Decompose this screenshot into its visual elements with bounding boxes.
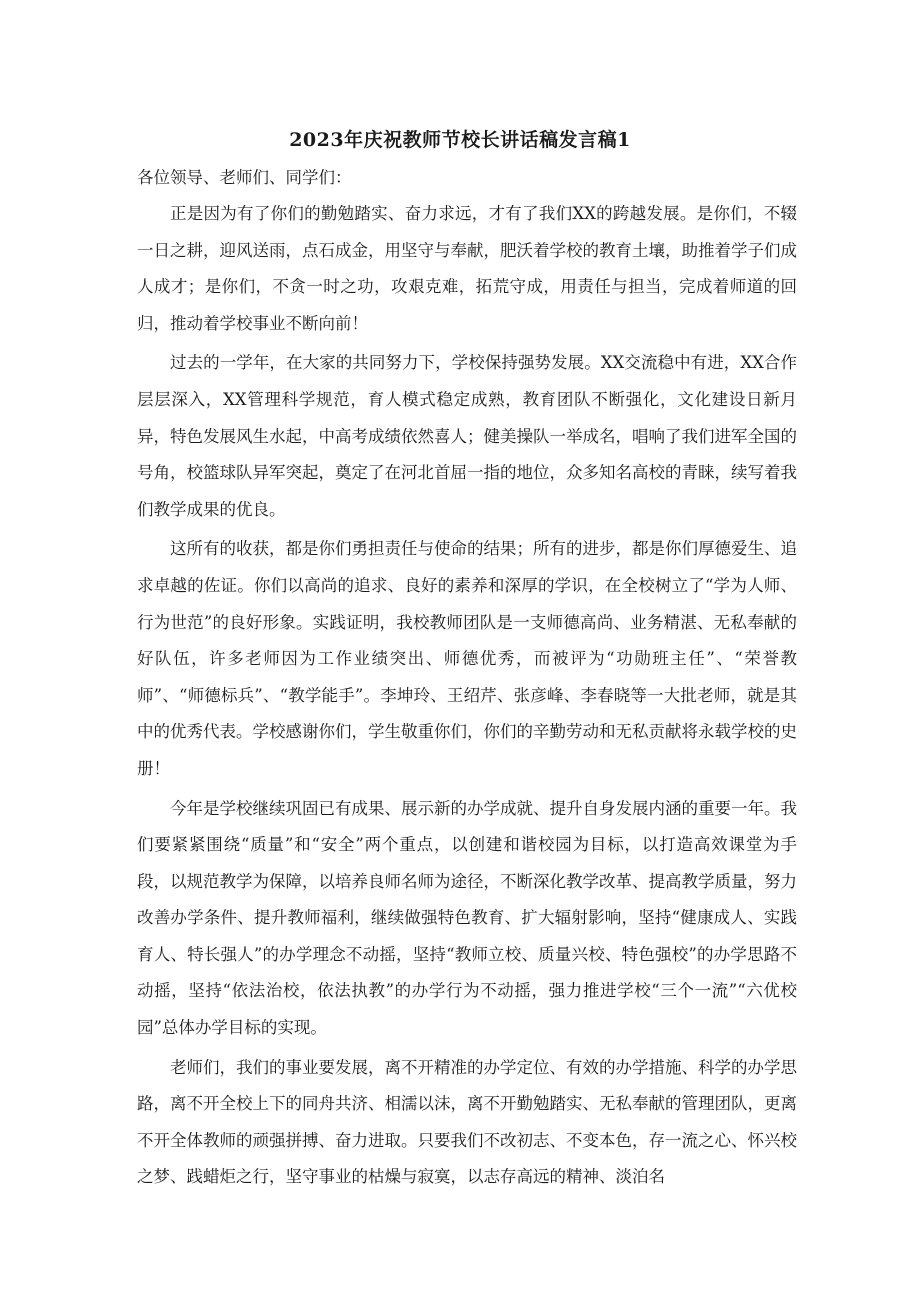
salutation: 各位领导、老师们、同学们：: [137, 168, 352, 187]
body-text: [137, 196, 797, 1196]
paragraph: 老师们，我们的事业要发展，离不开精准的办学定位、有效的办学措施、科学的办学思路，离不开全校上下的同舟共济、相濡以沫，离不开勤勉踏实、无私奉献的管理团队，更离不开全体教师的顽强拼搏、奋力进取。只要我们不改初志、不变本色，存一流之心、怀兴校之梦、践蜡炬之行，坚守事业的枯燥与寂寞，以志存高远的精神、淡泊名: [137, 1057, 797, 1187]
document-title: 2023年庆祝教师节校长讲话稿发言稿1: [289, 129, 631, 151]
paragraph: 过去的一学年，在大家的共同努力下，学校保持强势发展。XX交流稳中有进，XX合作层层深入，XX管理科学规范，育人模式稳定成熟，教育团队不断强化，文化建设日新月异，特色发展风生水起，中高考成绩依然喜人；健美操队一举成名，唱响了我们进军全国的号角，校篮球队异军突起，奠定了在河北首屈一指的地位，众多知名高校的青睐，续写着我们教学成果的优良。: [137, 353, 797, 519]
paragraph: 正是因为有了你们的勤勉踏实、奋力求远，才有了我们XX的跨越发展。是你们，不辍一日之耕，迎风送雨，点石成金，用坚守与奉献，肥沃着学校的教育土壤，助推着学子们成人成才；是你们，不贪一时之功，攻艰克难，拓荒守成，用责任与担当，完成着师道的回归，推动着学校事业不断向前！: [137, 204, 797, 333]
paragraph: 这所有的收获，都是你们勇担责任与使命的结果；所有的进步，都是你们厚德爱生、追求卓越的佐证。你们以高尚的追求、良好的素养和深厚的学识，在全校树立了“学为人师、行为世范”的良好形象。实践证明，我校教师团队是一支师德高尚、业务精湛、无私奉献的好队伍，许多老师因为工作业绩突出、师德优秀，而被评为“功勋班主任”、“荣誉教师”、“师德标兵”、“教学能手”。李坤玲、王绍芹、张彦峰、李春晓等一大批老师，就是其中的优秀代表。学校感谢你们，学生敬重你们，你们的辛勤劳动和无私贡献将永载学校的史册！: [137, 539, 797, 778]
paragraph: 今年是学校继续巩固已有成果、展示新的办学成就、提升自身发展内涵的重要一年。我们要紧紧围绕“质量”和“安全”两个重点，以创建和谐校园为目标，以打造高效课堂为手段，以规范教学为保障，以培养良师名师为途径，不断深化教学改革、提高教学质量，努力改善办学条件、提升教师福利，继续做强特色教育、扩大辐射影响，坚持“健康成人、实践育人、特长强人”的办学理念不动摇，坚持“教师立校、质量兴校、特色强校”的办学思路不动摇，坚持“依法治校，依法执教”的办学行为不动摇，强力推进学校“三个一流”“六优校园”总体办学目标的实现。: [137, 798, 797, 1038]
